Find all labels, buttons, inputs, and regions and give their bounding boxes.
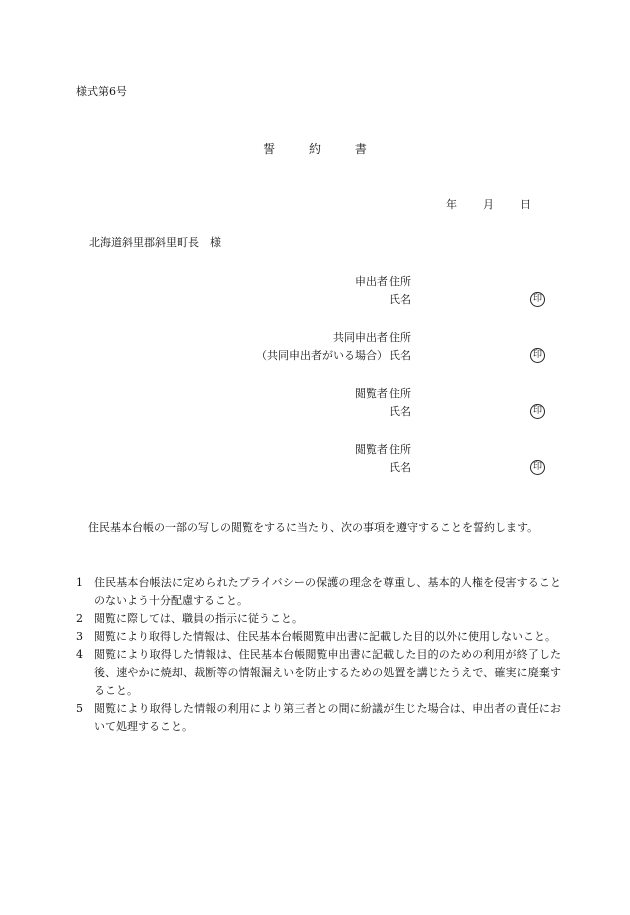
date-day-label: 日 <box>520 198 531 211</box>
item-text: 閲覧に際しては、職員の指示に従うこと。 <box>94 612 303 625</box>
item-number: 3 <box>76 630 83 643</box>
item-number: 4 <box>76 648 83 661</box>
title-char: 約 <box>308 142 321 156</box>
co-applicant-note: （共同申出者がいる場合） <box>256 349 388 362</box>
item-text: 住民基本台帳法に定められたプライバシーの保護の理念を尊重し、基本的人権を侵害することのないよう十分配慮すること。 <box>94 576 561 607</box>
party-role-viewer: 閲覧者 <box>355 443 388 456</box>
viewer-name-label: 氏名 <box>389 461 411 474</box>
item-number: 2 <box>76 612 83 625</box>
viewer-address-label: 住所 <box>389 387 411 400</box>
seal-mark: 印 <box>530 460 545 475</box>
item-text: 閲覧により取得した情報は、住民基本台帳閲覧申出書に記載した目的のための利用が終了した後、速やかに焼却、裁断等の情報漏えいを防止するための処置を講じたうえで、確実に廃棄すること。 <box>94 648 561 697</box>
addressee: 北海道斜里郡斜里町長 様 <box>89 236 221 249</box>
pledge-item <box>66 700 561 736</box>
viewer-name-label: 氏名 <box>389 405 411 418</box>
applicant-address-label: 住所 <box>389 275 411 288</box>
date-month-label: 月 <box>483 198 494 211</box>
form-number: 様式第6号 <box>76 85 127 98</box>
item-text: 閲覧により取得した情報は、住民基本台帳閲覧申出書に記載した目的以外に使用しないこと。 <box>94 630 556 643</box>
pledge-item <box>66 610 561 628</box>
seal-mark: 印 <box>530 292 545 307</box>
pledge-items <box>66 574 561 736</box>
item-number: 5 <box>76 702 83 715</box>
party-role-viewer: 閲覧者 <box>355 387 388 400</box>
item-number: 1 <box>76 576 83 589</box>
pledge-item <box>66 646 561 700</box>
pledge-item <box>66 628 561 646</box>
party-role-applicant: 申出者 <box>355 275 388 288</box>
title-char: 書 <box>354 142 367 156</box>
item-text: 閲覧により取得した情報の利用により第三者との間に紛議が生じた場合は、申出者の責任において処理すること。 <box>94 702 561 733</box>
seal-mark: 印 <box>530 404 545 419</box>
pledge-item <box>66 574 561 610</box>
title-char: 誓 <box>263 142 276 156</box>
party-role-co-applicant: 共同申出者 <box>333 331 388 344</box>
intro-paragraph: 住民基本台帳の一部の写しの閲覧をするに当たり、次の事項を遵守することを誓約します。 <box>88 521 539 534</box>
co-applicant-name-label: 氏名 <box>389 349 411 362</box>
viewer-address-label: 住所 <box>389 443 411 456</box>
applicant-name-label: 氏名 <box>389 293 411 306</box>
date-year-label: 年 <box>446 198 457 211</box>
document-title <box>0 142 630 156</box>
date-line <box>446 198 531 212</box>
co-applicant-address-label: 住所 <box>389 331 411 344</box>
seal-mark: 印 <box>530 348 545 363</box>
